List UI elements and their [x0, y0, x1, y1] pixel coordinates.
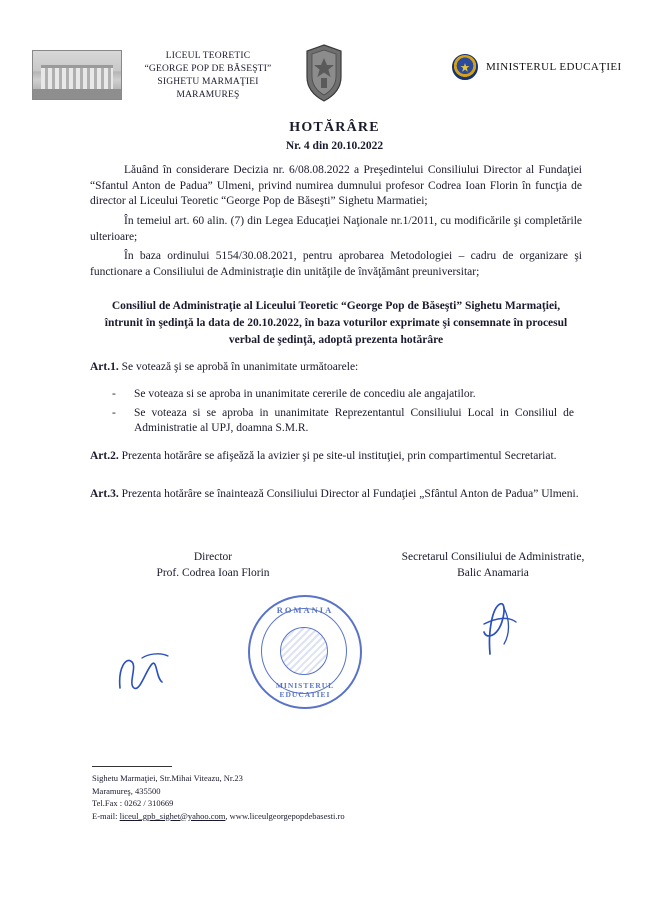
paragraph-legal-basis: În temeiul art. 60 alin. (7) din Legea Educaţiei Naţionale nr.1/2011, cu modificările şi completările ulterioare; — [90, 215, 582, 243]
school-building-photo — [32, 50, 122, 100]
director-signature-mark — [112, 648, 182, 698]
list-item-text: Se voteaza si se aproba in unanimitate Reprezentantul Consiliului Local in Consiliul de Administratie al UPJ, doamna S.M.R. — [134, 406, 574, 434]
article-2-text: Prezenta hotărâre se afişeăză la avizier şi pe site-ul instituţiei, prin compartimentul Secretariat. — [118, 450, 557, 462]
stamp-center-emblem — [280, 627, 328, 675]
list-item-text: Se voteaza si se aproba in unanimitate cererile de concediu ale angajatilor. — [134, 388, 476, 400]
resolution-statement: Consiliul de Administraţie al Liceului Teoretic “George Pop de Băseşti” Sighetu Marmaţiei, întrunit în şedinţă la data de 20.10.2022, în baza voturilor exprimate şi consemnate în procesul verbal de şedinţă, adoptă prezenta hotărâre — [104, 300, 568, 346]
secretary-name: Balic Anamaria — [457, 567, 529, 579]
article-3-text: Prezenta hotărâre se înaintează Consiliului Director al Fundaţiei „Sfântul Anton de Padua” Ulmeni. — [118, 488, 579, 500]
secretary-role: Secretarul Consiliului de Administratie, — [401, 551, 585, 563]
paragraph-considering: Lăuând în considerare Decizia nr. 6/08.08.2022 a Preşedintelui Consiliului Director al Fundaţiei “Sfantul Anton de Padua” Ulmeni, privind numirea dumnului profesor Codrea Ioan Florin în funcţia de director al Liceului Teoretic “George Pop de Băseşti” Sighetu Marmatiei; — [90, 164, 582, 207]
director-role: Director — [193, 551, 233, 563]
signature-block-secretary — [368, 549, 618, 581]
footer-email-prefix: E-mail: — [92, 810, 120, 821]
bullet-marker: - — [112, 406, 116, 419]
article-1-label: Art.1. — [90, 361, 119, 373]
paragraph-order-basis: În baza ordinului 5154/30.08.2021, pentru aprobarea Metodologiei – cadru de organizare şi functionare a Consiliului de Administraţie din unităţile de învăţământ preuniversitar; — [90, 250, 582, 278]
list-item — [112, 406, 574, 437]
school-name-line-3: SIGHETU MARMAŢIEI — [157, 77, 259, 87]
official-stamp — [248, 595, 362, 709]
school-name-line-1: LICEUL TEORETIC — [165, 51, 251, 61]
article-3 — [90, 487, 582, 503]
ministry-block — [452, 54, 622, 80]
document-title: HOTĂRÂRE — [289, 120, 380, 135]
director-name: Prof. Codrea Ioan Florin — [156, 567, 270, 579]
footer-contact-block — [92, 772, 532, 822]
article-3-label: Art.3. — [90, 488, 119, 500]
article-2-label: Art.2. — [90, 450, 119, 462]
article-1-text: Se votează şi se aprobă în unanimitate următoarele: — [118, 361, 359, 373]
list-item — [112, 387, 574, 403]
footer-address: Sighetu Marmaţiei, Str.Mihai Viteazu, Nr.23 — [92, 773, 243, 783]
school-name-block — [128, 50, 288, 102]
signature-block-director — [118, 549, 308, 581]
school-name-line-4: MARAMUREŞ — [176, 90, 240, 100]
bullet-marker: - — [112, 388, 116, 400]
document-header — [0, 24, 669, 100]
footer-divider — [92, 766, 172, 767]
ministry-emblem-icon — [452, 54, 478, 80]
footer-phone: Tel.Fax : 0262 / 310669 — [92, 798, 174, 808]
stamp-bottom-text: MINISTERUL EDUCATIEI — [275, 681, 335, 699]
footer-separator: , — [225, 810, 230, 821]
school-name-line-2: “GEORGE POP DE BĂSEŞTI” — [144, 64, 272, 74]
article-2 — [90, 449, 582, 465]
document-number: Nr. 4 din 20.10.2022 — [285, 140, 384, 152]
website-link[interactable]: www.liceulgeorgepopdebasesti.ro — [229, 810, 345, 821]
footer-city: Maramureş, 435500 — [92, 785, 161, 796]
email-link[interactable]: liceul_gpb_sighet@yahoo.com — [119, 810, 226, 821]
ministry-label: MINISTERUL EDUCAŢIEI — [486, 61, 622, 73]
secretary-signature-mark — [470, 598, 530, 658]
article-1 — [90, 360, 582, 376]
stamp-top-text: ROMANIA — [276, 605, 334, 615]
footer-email-line — [92, 810, 532, 823]
coat-of-arms-icon — [305, 44, 343, 102]
article-1-bullet-list — [112, 387, 574, 440]
